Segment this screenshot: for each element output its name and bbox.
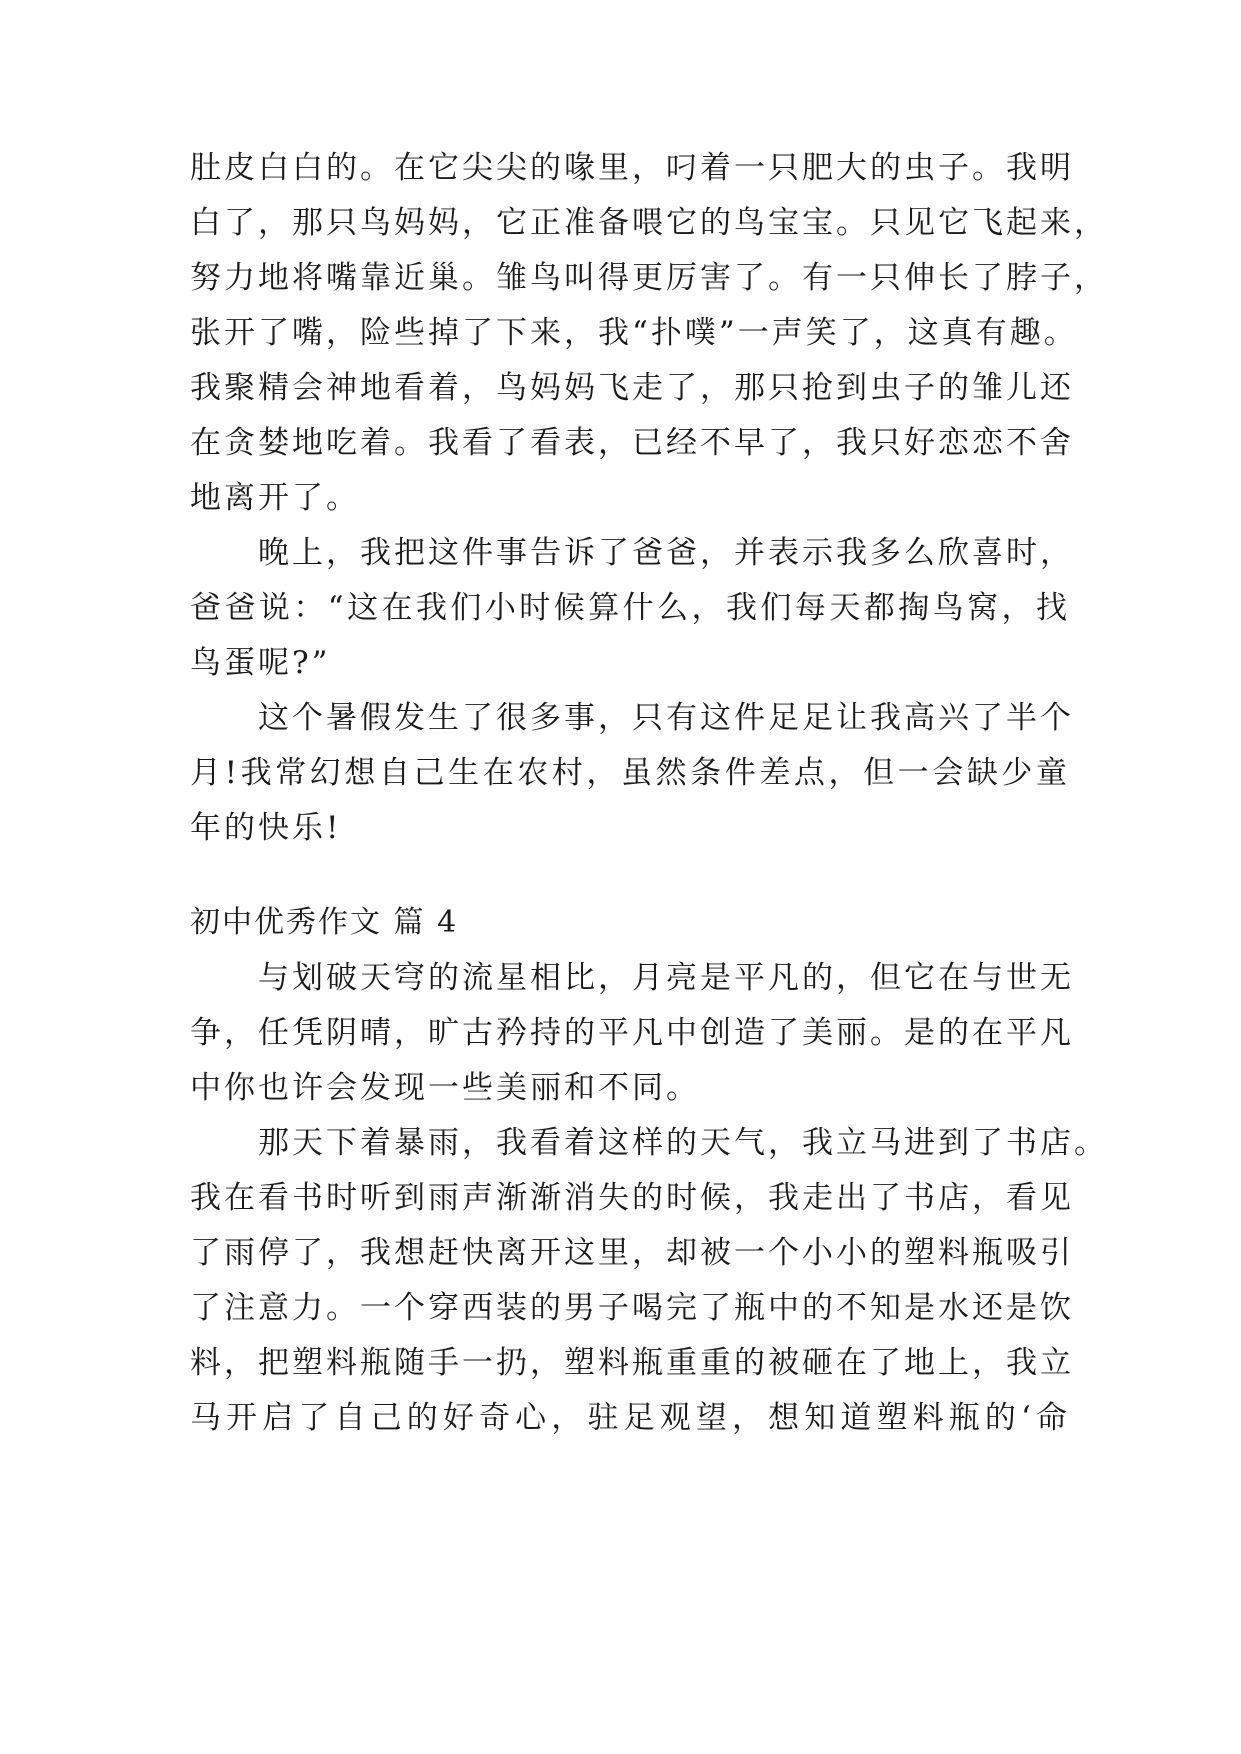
- text-line: 了注意力。一个穿西装的男子喝完了瓶中的不知是水还是饮: [190, 1290, 1074, 1326]
- text-line: 月!我常幻想自己生在农村，虽然条件差点，但一会缺少童: [190, 755, 1070, 791]
- text-line: 在贪婪地吃着。我看了看表，已经不早了，我只好恋恋不舍: [190, 425, 1074, 461]
- text-line: 我聚精会神地看着，鸟妈妈飞走了，那只抢到虫子的雏儿还: [190, 370, 1074, 406]
- text-line: 地离开了。: [190, 480, 360, 516]
- text-line: 了雨停了，我想赶快离开这里，却被一个小小的塑料瓶吸引: [190, 1235, 1074, 1271]
- text-line: 鸟蛋呢?”: [190, 645, 331, 681]
- text-line: 白了，那只鸟妈妈，它正准备喂它的鸟宝宝。只见它飞起来，: [190, 205, 1108, 241]
- text-line: 中你也许会发现一些美丽和不同。: [190, 1070, 700, 1106]
- text-line: 努力地将嘴靠近巢。雏鸟叫得更厉害了。有一只伸长了脖子，: [190, 260, 1108, 296]
- text-line: 料，把塑料瓶随手一扔，塑料瓶重重的被砸在了地上，我立: [190, 1345, 1074, 1381]
- text-line: 我在看书时听到雨声渐渐消失的时候，我走出了书店，看见: [190, 1180, 1074, 1216]
- text-line: 与划破天穹的流星相比，月亮是平凡的，但它在与世无: [258, 960, 1074, 996]
- text-line: 那天下着暴雨，我看着这样的天气，我立马进到了书店。: [258, 1125, 1108, 1161]
- section-heading: 初中优秀作文 篇 4: [190, 905, 459, 940]
- text-line: 晚上，我把这件事告诉了爸爸，并表示我多么欣喜时，: [258, 535, 1074, 571]
- text-line: 这个暑假发生了很多事，只有这件足足让我高兴了半个: [258, 700, 1074, 736]
- text-line: 年的快乐!: [190, 810, 342, 846]
- text-line: 马开启了自己的好奇心，驻足观望，想知道塑料瓶的‘命: [190, 1400, 1070, 1436]
- text-line: 肚皮白白的。在它尖尖的喙里，叼着一只肥大的虫子。我明: [190, 150, 1074, 186]
- text-line: 爸爸说：“这在我们小时候算什么，我们每天都掏鸟窝，找: [190, 590, 1070, 626]
- text-line: 争，任凭阴晴，旷古矜持的平凡中创造了美丽。是的在平凡: [190, 1015, 1074, 1051]
- text-line: 张开了嘴，险些掉了下来，我“扑噗”一声笑了，这真有趣。: [190, 315, 1078, 351]
